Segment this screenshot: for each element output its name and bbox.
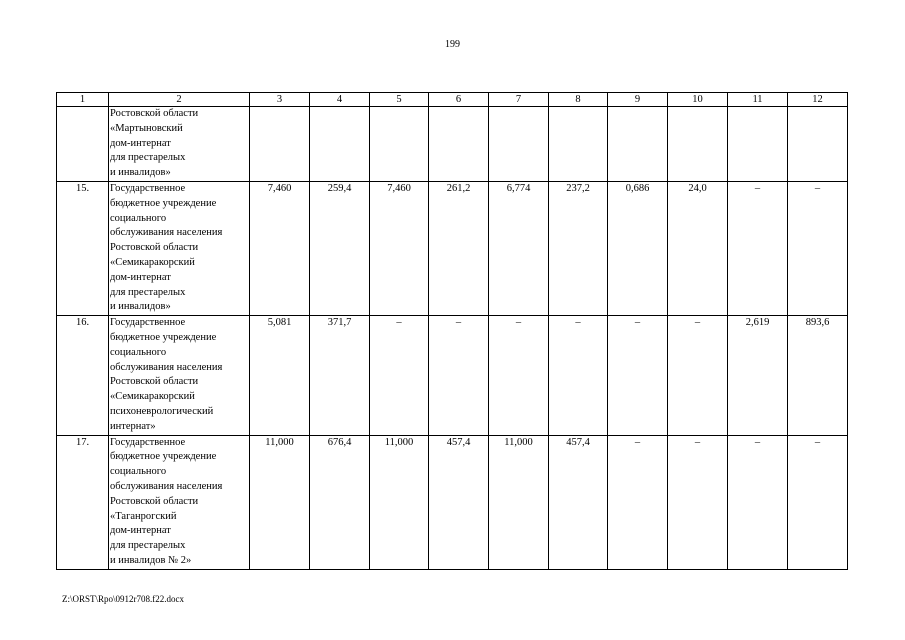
column-header-6: 6 <box>429 93 489 107</box>
institution-name-line: Ростовской области <box>110 376 199 388</box>
table-row <box>57 181 848 315</box>
institution-name-line: Государственное <box>110 436 186 448</box>
institution-name-line: для престарелых <box>110 152 186 164</box>
value-cell-col-9 <box>608 107 668 182</box>
value-cell-col-8: 457,4 <box>549 435 608 569</box>
value-cell-col-3: 5,081 <box>250 316 310 435</box>
table-row <box>57 435 848 569</box>
value-cell-col-11: 2,619 <box>728 316 788 435</box>
value-cell-col-7: 11,000 <box>489 435 549 569</box>
value-cell-col-10 <box>668 107 728 182</box>
institution-name-line: социального <box>110 466 167 478</box>
institution-name-line: бюджетное учреждение <box>110 197 217 209</box>
institution-name-line: и инвалидов» <box>110 301 171 313</box>
institution-name-line: для престарелых <box>110 286 186 298</box>
value-cell-col-5: 7,460 <box>370 181 429 315</box>
page-number: 199 <box>445 39 460 50</box>
value-cell-col-4: 371,7 <box>310 316 370 435</box>
value-cell-col-4: 676,4 <box>310 435 370 569</box>
value-cell-col-7: 6,774 <box>489 181 549 315</box>
institution-name-line: Ростовской области <box>110 242 199 254</box>
institution-name-line: и инвалидов № 2» <box>110 554 192 566</box>
institution-name-line: бюджетное учреждение <box>110 331 217 343</box>
institution-name-line: дом-интернат <box>110 271 171 283</box>
column-header-12: 12 <box>788 93 848 107</box>
value-cell-col-11: – <box>728 181 788 315</box>
value-cell-col-9: – <box>608 435 668 569</box>
institution-name <box>109 181 250 315</box>
row-number: 16. <box>57 316 109 435</box>
institution-name-line: «Таганрогский <box>110 510 177 522</box>
value-cell-col-11: – <box>728 435 788 569</box>
institution-name-line: для престарелых <box>110 540 186 552</box>
institution-name-line: психоневрологический <box>110 405 214 417</box>
value-cell-col-5 <box>370 107 429 182</box>
table-header-row <box>57 93 848 107</box>
column-header-3: 3 <box>250 93 310 107</box>
institution-name-line: Государственное <box>110 317 186 329</box>
column-header-1: 1 <box>57 93 109 107</box>
institution-name-line: Ростовской области <box>110 495 199 507</box>
value-cell-col-7: – <box>489 316 549 435</box>
value-cell-col-9: 0,686 <box>608 181 668 315</box>
value-cell-col-5: 11,000 <box>370 435 429 569</box>
table-row <box>57 316 848 435</box>
value-cell-col-9: – <box>608 316 668 435</box>
value-cell-col-12 <box>788 107 848 182</box>
value-cell-col-11 <box>728 107 788 182</box>
institution-name-line: Государственное <box>110 182 186 194</box>
value-cell-col-3 <box>250 107 310 182</box>
column-header-2: 2 <box>109 93 250 107</box>
value-cell-col-10: – <box>668 435 728 569</box>
institution-name-line: интернат» <box>110 420 156 432</box>
value-cell-col-10: 24,0 <box>668 181 728 315</box>
value-cell-col-10: – <box>668 316 728 435</box>
value-cell-col-4 <box>310 107 370 182</box>
institution-name-line: дом-интернат <box>110 137 171 149</box>
value-cell-col-8: 237,2 <box>549 181 608 315</box>
value-cell-col-12: – <box>788 181 848 315</box>
institution-name-line: социального <box>110 346 167 358</box>
value-cell-col-6: – <box>429 316 489 435</box>
institution-name-line: социального <box>110 212 167 224</box>
institution-name-line: «Мартыновский <box>110 122 183 134</box>
value-cell-col-6 <box>429 107 489 182</box>
row-number <box>57 107 109 182</box>
column-header-11: 11 <box>728 93 788 107</box>
institution-name-line: «Семикаракорский <box>110 256 195 268</box>
value-cell-col-6: 261,2 <box>429 181 489 315</box>
row-number: 17. <box>57 435 109 569</box>
footer-file-path: Z:\ORST\Rpo\0912r708.f22.docx <box>62 594 184 604</box>
value-cell-col-7 <box>489 107 549 182</box>
column-header-7: 7 <box>489 93 549 107</box>
value-cell-col-12: – <box>788 435 848 569</box>
column-header-4: 4 <box>310 93 370 107</box>
value-cell-col-6: 457,4 <box>429 435 489 569</box>
column-header-10: 10 <box>668 93 728 107</box>
institution-name <box>109 316 250 435</box>
table-row <box>57 107 848 182</box>
institution-name <box>109 107 250 182</box>
institution-name <box>109 435 250 569</box>
value-cell-col-8 <box>549 107 608 182</box>
institution-name-line: бюджетное учреждение <box>110 451 217 463</box>
value-cell-col-3: 11,000 <box>250 435 310 569</box>
row-number: 15. <box>57 181 109 315</box>
value-cell-col-8: – <box>549 316 608 435</box>
institution-name-line: обслуживания населения <box>110 361 223 373</box>
institution-name-line: обслуживания населения <box>110 227 223 239</box>
column-header-5: 5 <box>370 93 429 107</box>
value-cell-col-3: 7,460 <box>250 181 310 315</box>
institution-name-line: Ростовской области <box>110 108 199 119</box>
institution-name-line: обслуживания населения <box>110 480 223 492</box>
institution-name-line: дом-интернат <box>110 525 171 537</box>
value-cell-col-5: – <box>370 316 429 435</box>
column-header-8: 8 <box>549 93 608 107</box>
value-cell-col-4: 259,4 <box>310 181 370 315</box>
value-cell-col-12: 893,6 <box>788 316 848 435</box>
institution-name-line: «Семикаракорский <box>110 391 195 403</box>
data-table <box>56 92 848 570</box>
institution-name-line: и инвалидов» <box>110 167 171 179</box>
column-header-9: 9 <box>608 93 668 107</box>
